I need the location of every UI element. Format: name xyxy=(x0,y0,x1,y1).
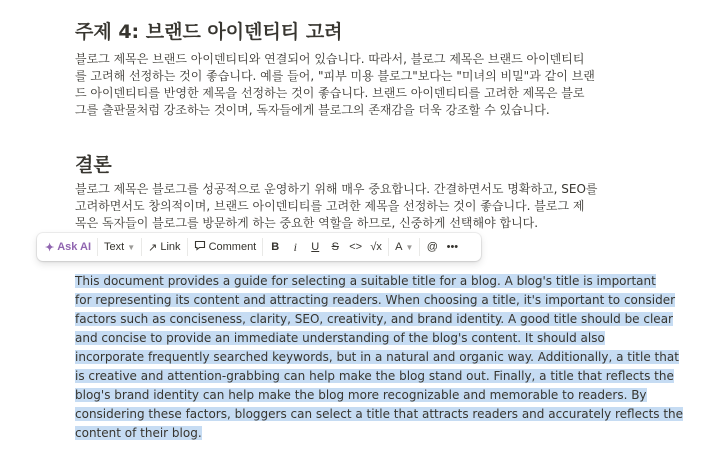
chevron-down-icon: ▼ xyxy=(127,242,136,252)
selected-line-text: for representing its content and attracting readers. When choosing a title, it's important to consider xyxy=(75,293,676,307)
formatting-toolbar xyxy=(37,233,481,261)
comment-icon xyxy=(194,240,206,254)
brand-identity-paragraph[interactable] xyxy=(75,51,643,119)
selected-line xyxy=(75,367,674,386)
more-options-button[interactable]: ••• xyxy=(446,241,459,253)
toolbar-divider xyxy=(262,238,263,256)
text-type-dropdown[interactable] xyxy=(100,236,139,258)
comment-button[interactable] xyxy=(190,236,261,258)
selected-line-text: is creative and attention-grabbing can help make the blog stand out. Finally, a title that reflects the xyxy=(75,369,674,383)
italic-button[interactable]: i xyxy=(293,239,297,254)
selected-line xyxy=(75,310,673,329)
selected-line-text: factors such as conciseness, clarity, SEO, creativity, and brand identity. A good title should be clear xyxy=(75,312,673,326)
selected-line-text: considering these factors, bloggers can select a title that attracts readers and accurately reflects the xyxy=(75,407,684,421)
selected-line xyxy=(75,386,645,405)
selected-line xyxy=(75,272,656,291)
paragraph-line: 고려하면서도 창의적이며, 브랜드 아이덴티티를 고려한 제목을 선정하는 것이 좋습니다. 블로그 제 xyxy=(75,199,585,213)
selected-paragraph[interactable] xyxy=(75,272,684,443)
sparkle-icon: ✦ xyxy=(45,241,55,254)
comment-label: Comment xyxy=(208,241,257,253)
selected-line-text: incorporate frequently searched keywords, but in a natural and organic way. Additionally, a title that xyxy=(75,350,679,364)
link-button[interactable] xyxy=(144,236,184,258)
text-color-label: A xyxy=(395,241,403,253)
text-color-dropdown[interactable] xyxy=(391,236,417,258)
selected-line-text: This document provides a guide for selecting a suitable title for a blog. A blog's title is important xyxy=(75,274,656,288)
strikethrough-button[interactable]: S xyxy=(331,241,339,253)
selected-line xyxy=(75,291,676,310)
toolbar-divider xyxy=(97,238,98,256)
paragraph-line: 블로그 제목은 브랜드 아이덴티티와 연결되어 있습니다. 따라서, 블로그 제목은 브랜드 아이덴티티 xyxy=(75,52,585,66)
toolbar-divider xyxy=(187,238,188,256)
toolbar-divider xyxy=(419,238,420,256)
code-button[interactable]: <> xyxy=(349,241,363,253)
selected-line-text: blog's brand identity can help make the blog more recognizable and memorable to readers. By xyxy=(75,388,647,402)
text-type-label: Text xyxy=(104,241,125,253)
paragraph-line: 목은 독자들이 블로그를 방문하게 하는 중요한 역할을 하므로, 신중하게 선택해야 합니다. xyxy=(75,216,539,230)
paragraph-line: 드 아이덴티티를 반영한 제목을 선정하는 것이 좋습니다. 브랜드 아이덴티티를 고려한 제목은 블로 xyxy=(75,86,585,100)
section-heading-brand-identity: 주제 4: 브랜드 아이덴티티 고려 xyxy=(75,21,343,43)
paragraph-line: 를 고려해 선정하는 것이 좋습니다. 예를 들어, "피부 미용 블로그"보다는 "미녀의 비밀"과 같이 브랜 xyxy=(75,69,595,83)
ask-ai-label: Ask AI xyxy=(57,241,92,253)
selected-line xyxy=(75,348,679,367)
toolbar-divider xyxy=(141,238,142,256)
chevron-down-icon: ▼ xyxy=(405,242,414,252)
section-heading-conclusion: 결론 xyxy=(75,154,112,176)
selected-line xyxy=(75,405,684,424)
mention-button[interactable]: @ xyxy=(426,241,438,253)
selected-line xyxy=(75,424,645,443)
paragraph-line: 블로그 제목은 블로그를 성공적으로 운영하기 위해 매우 중요합니다. 간결하면서도 명확하고, SEO를 xyxy=(75,182,598,196)
selected-line-text: content of their blog. xyxy=(75,426,202,440)
toolbar-divider xyxy=(388,238,389,256)
ask-ai-button[interactable] xyxy=(41,236,95,258)
bold-button[interactable]: B xyxy=(271,241,280,253)
link-label: Link xyxy=(160,241,181,253)
underline-button[interactable]: U xyxy=(311,241,320,253)
selected-line-text: and concise to provide an immediate understanding of the blog's content. It should also xyxy=(75,331,605,345)
selected-line xyxy=(75,329,645,348)
equation-button[interactable]: √x xyxy=(370,241,382,253)
link-arrow-icon: ↗ xyxy=(148,241,158,254)
paragraph-line: 그를 출판물처럼 강조하는 것이며, 독자들에게 블로그의 존재감을 더욱 강조할 수 있습니다. xyxy=(75,103,550,117)
conclusion-paragraph[interactable] xyxy=(75,181,643,232)
